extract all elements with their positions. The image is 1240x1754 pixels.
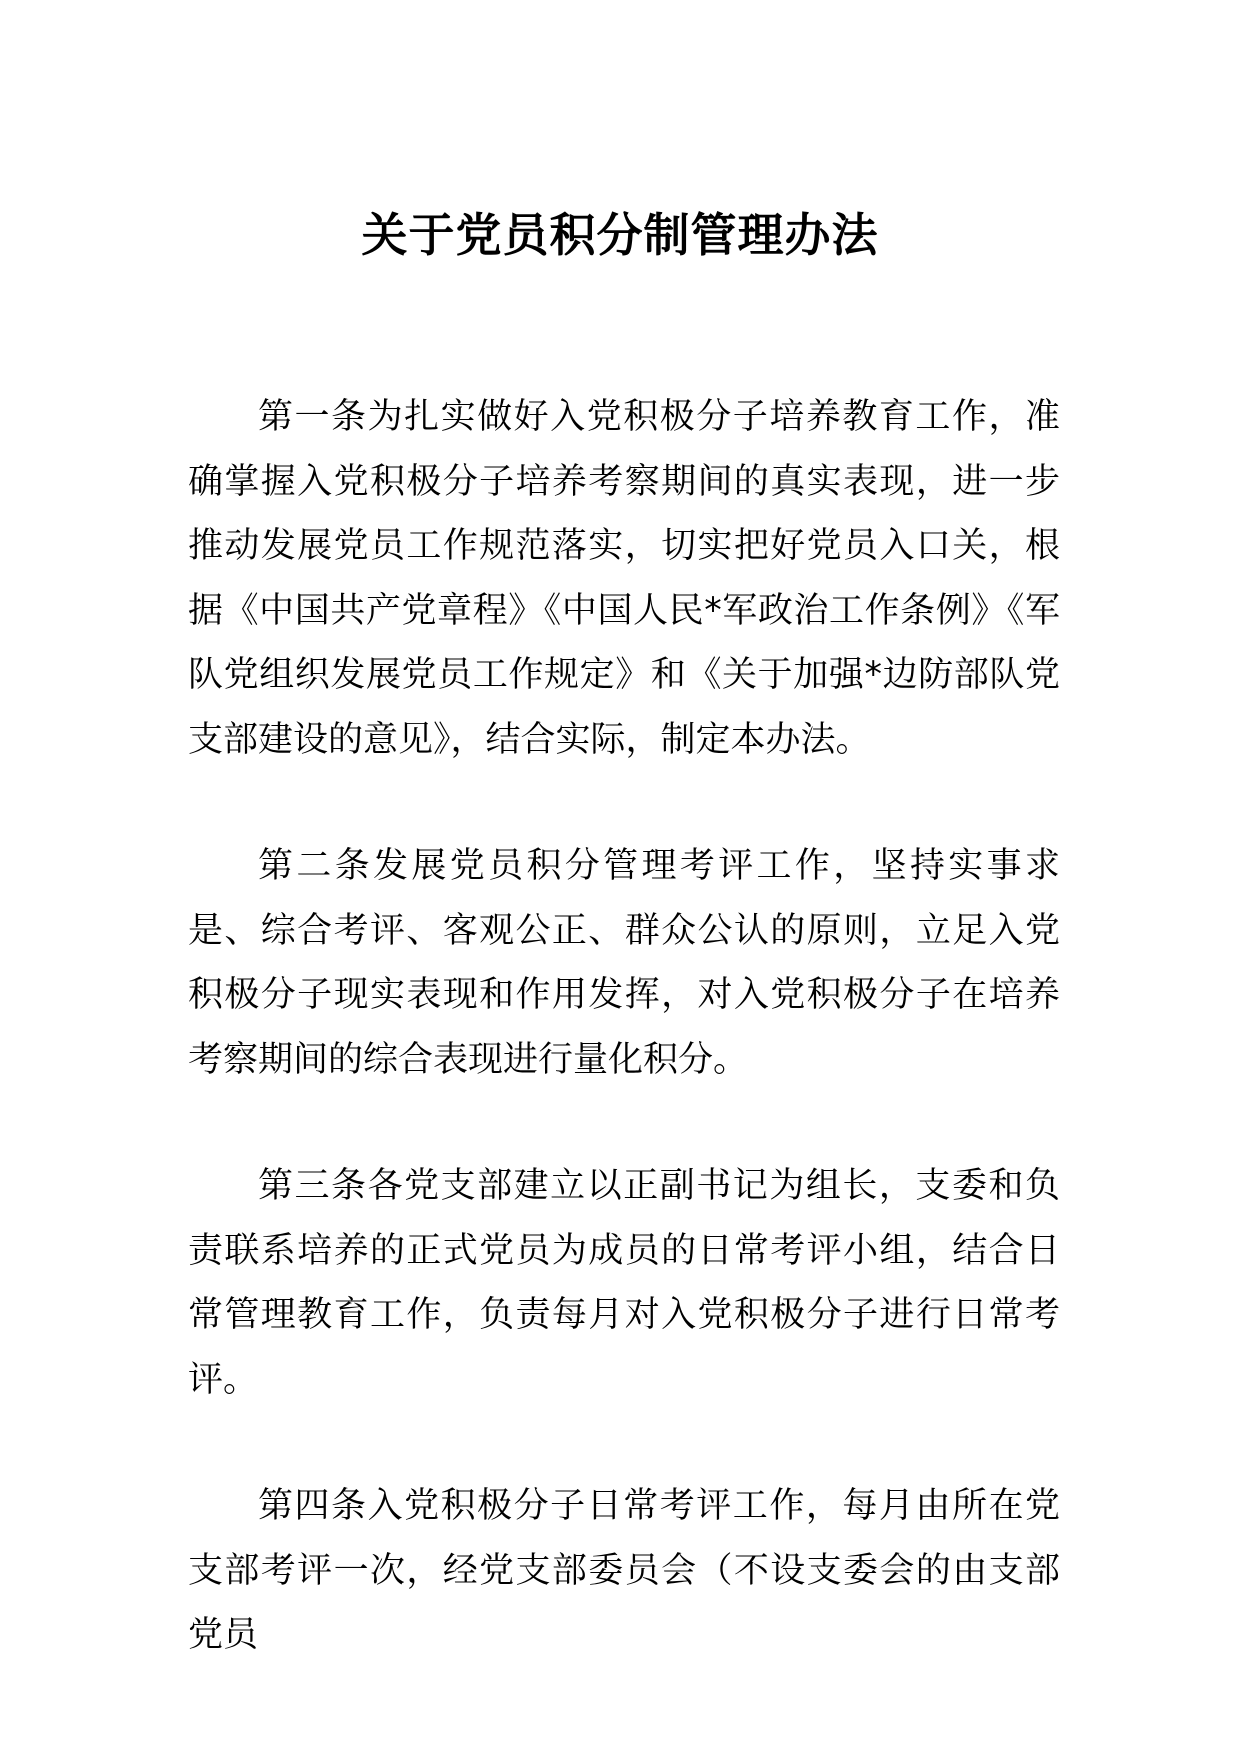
document-title: 关于党员积分制管理办法 (361, 208, 879, 262)
article-2-paragraph: 第二条发展党员积分管理考评工作，坚持实事求是、综合考评、客观公正、群众公认的原则，立足入党积极分子现实表现和作用发挥，对入党积极分子在培养考察期间的综合表现进行量化积分。 (188, 846, 1060, 1080)
article-3-paragraph: 第三条各党支部建立以正副书记为组长，支委和负责联系培养的正式党员为成员的日常考评小组，结合日常管理教育工作，负责每月对入党积极分子进行日常考评。 (188, 1166, 1060, 1400)
document-body (188, 385, 1060, 1730)
article-1-paragraph: 第一条为扎实做好入党积极分子培养教育工作，准确掌握入党积极分子培养考察期间的真实表现，进一步推动发展党员工作规范落实，切实把好党员入口关，根据《中国共产党章程》《中国人民*军政治工作条例》《军队党组织发展党员工作规定》和《关于加强*边防部队党支部建设的意见》，结合实际，制定本办法。 (188, 397, 1060, 760)
article-4-paragraph: 第四条入党积极分子日常考评工作，每月由所在党支部考评一次，经党支部委员会（不设支委会的由支部党员 (188, 1486, 1060, 1655)
